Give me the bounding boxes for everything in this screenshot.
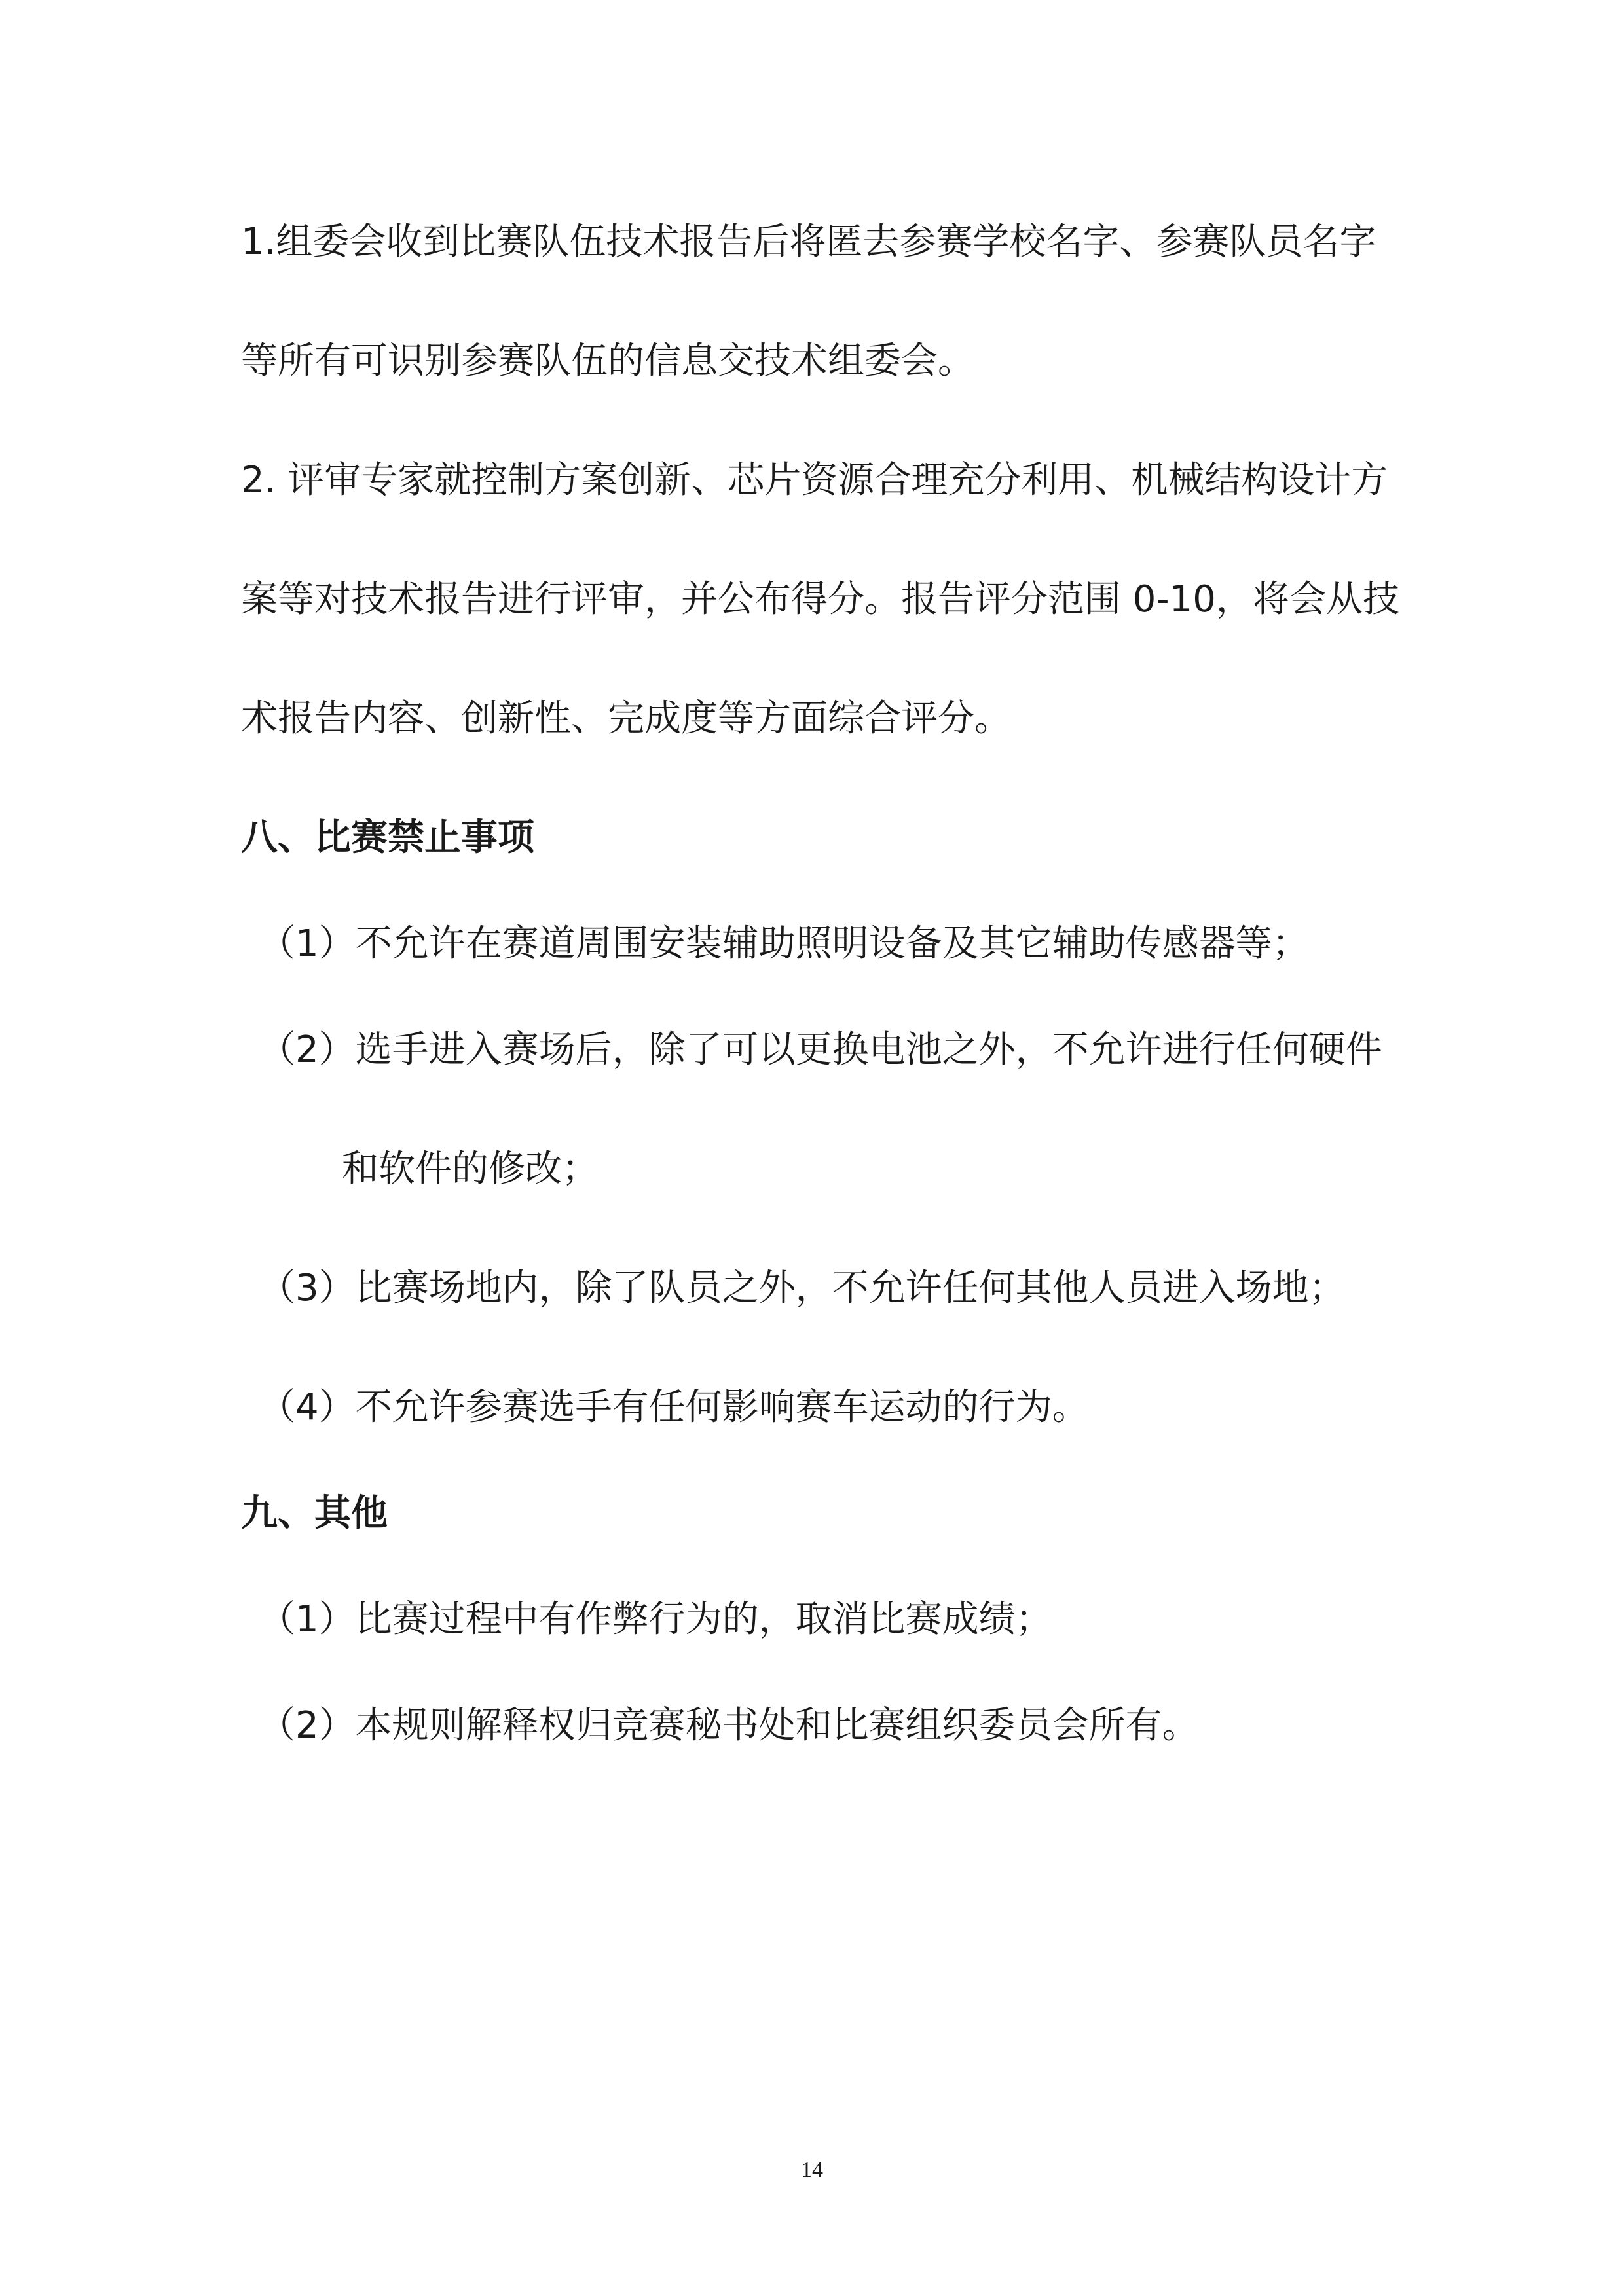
rule-item: （2）本规则解释权归竞赛秘书处和比赛组织委员会所有。 [259,1704,1199,1747]
paragraph-line: 2. 评审专家就控制方案创新、芯片资源合理充分利用、机械结构设计方 [241,459,1388,501]
paragraph-line: 1.组委会收到比赛队伍技术报告后将匿去参赛学校名字、参赛队员名字 [241,221,1376,263]
section-heading: 八、比赛禁止事项 [241,816,534,859]
paragraph-line: 案等对技术报告进行评审，并公布得分。报告评分范围 0-10，将会从技 [241,578,1399,621]
rule-item: （1）不允许在赛道周围安装辅助照明设备及其它辅助传感器等； [259,922,1309,965]
rule-item: （2）选手进入赛场后，除了可以更换电池之外，不允许进行任何硬件 [259,1029,1382,1071]
rule-item: （3）比赛场地内，除了队员之外，不允许任何其他人员进入场地； [259,1267,1346,1309]
rule-item-continuation: 和软件的修改； [342,1148,599,1190]
page-number: 14 [801,2158,823,2182]
paragraph-line: 术报告内容、创新性、完成度等方面综合评分。 [241,697,1011,740]
rule-item: （1）比赛过程中有作弊行为的，取消比赛成绩； [259,1598,1052,1641]
paragraph-line: 等所有可识别参赛队伍的信息交技术组委会。 [241,340,974,382]
rule-item: （4）不允许参赛选手有任何影响赛车运动的行为。 [259,1386,1089,1429]
section-heading: 九、其他 [241,1492,388,1535]
